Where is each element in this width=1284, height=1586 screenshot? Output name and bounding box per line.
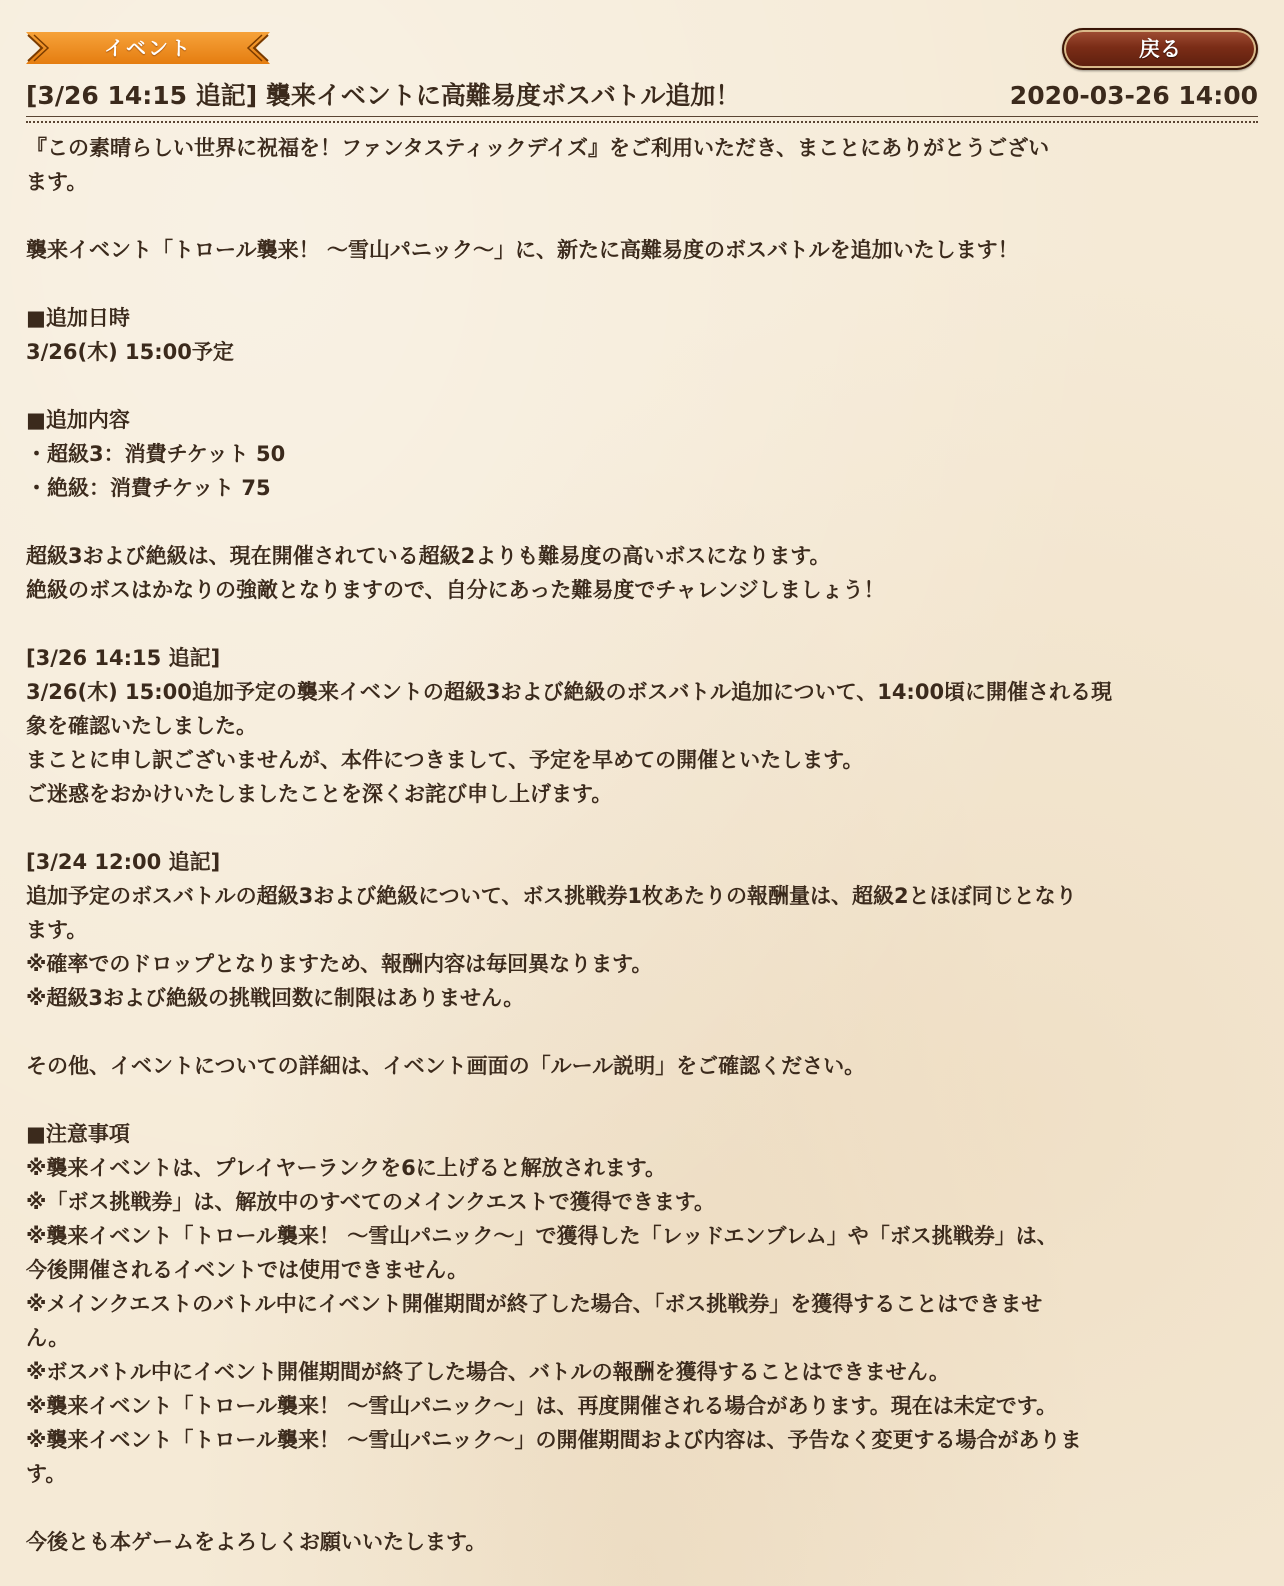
- blank-line: [26, 1015, 1266, 1049]
- body-line: ※ボスバトル中にイベント開催期間が終了した場合、バトルの報酬を獲得することはできません。: [26, 1360, 950, 1384]
- body-line: ※襲来イベント「トロール襲来！ ～雪山パニック～」は、再度開催される場合があります。現在は未定です。: [26, 1394, 1058, 1418]
- body-line: 襲来イベント「トロール襲来！ ～雪山パニック～」に、新たに高難易度のボスバトルを追加いたします！: [26, 238, 1019, 262]
- blank-line: [26, 267, 1266, 301]
- body-line: ・絶級：消費チケット 75: [26, 476, 271, 500]
- body-line: 超級3および絶級は、現在開催されている超級2よりも難易度の高いボスになります。: [26, 544, 831, 568]
- body-line: ※襲来イベント「トロール襲来！ ～雪山パニック～」の開催期間および内容は、予告なく変更する場合がありま: [26, 1428, 1082, 1452]
- body-line: 『この素晴らしい世界に祝福を！ファンタスティックデイズ』をご利用いただき、まことにありがとうござい: [26, 136, 1050, 160]
- body-line: ■追加内容: [26, 408, 130, 432]
- body-line: ■追加日時: [26, 306, 130, 330]
- news-date: 2020-03-26 14:00: [1009, 81, 1258, 110]
- body-line: ※「ボス挑戦券」は、解放中のすべてのメインクエストで獲得できます。: [26, 1190, 716, 1214]
- blank-line: [26, 1083, 1266, 1117]
- blank-line: [26, 1491, 1266, 1525]
- body-line: す。: [26, 1462, 67, 1486]
- blank-line: [26, 369, 1266, 403]
- news-title: [3/26 14:15 追記] 襲来イベントに高難易度ボスバトル追加！: [26, 81, 741, 110]
- body-line: 今後とも本ゲームをよろしくお願いいたします。: [26, 1530, 487, 1554]
- blank-line: [26, 199, 1266, 233]
- body-line: ん。: [26, 1326, 70, 1350]
- blank-line: [26, 607, 1266, 641]
- blank-line: [26, 811, 1266, 845]
- category-label: イベント: [104, 36, 192, 60]
- body-line: 3/26(木) 15:00追加予定の襲来イベントの超級3および絶級のボスバトル追加について、14:00頃に開催される現: [26, 680, 1113, 704]
- news-header: [26, 76, 1258, 116]
- body-line: ・超級3：消費チケット 50: [26, 442, 286, 466]
- body-line: まことに申し訳ございませんが、本件につきまして、予定を早めての開催といたします。: [26, 748, 864, 772]
- body-line: 3/26(木) 15:00予定: [26, 340, 234, 364]
- body-line: ます。: [26, 170, 88, 194]
- header-divider: [26, 116, 1258, 123]
- body-line: ■注意事項: [26, 1122, 130, 1146]
- body-line: ※襲来イベント「トロール襲来！ ～雪山パニック～」で獲得した「レッドエンブレム」や「ボス挑戦券」は、: [26, 1224, 1058, 1248]
- body-line: 今後開催されるイベントでは使用できません。: [26, 1258, 469, 1282]
- body-line: 追加予定のボスバトルの超級3および絶級について、ボス挑戦券1枚あたりの報酬量は、超級2とほぼ同じとなり: [26, 884, 1077, 908]
- category-ribbon: [26, 32, 270, 64]
- body-line: [3/24 12:00 追記]: [26, 850, 221, 874]
- body-line: ※超級3および絶級の挑戦回数に制限はありません。: [26, 986, 525, 1010]
- blank-line: [26, 505, 1266, 539]
- body-line: ※襲来イベントは、プレイヤーランクを6に上げると解放されます。: [26, 1156, 667, 1180]
- body-line: ご迷惑をおかけいたしましたことを深くお詫び申し上げます。: [26, 782, 613, 806]
- body-line: ※確率でのドロップとなりますため、報酬内容は毎回異なります。: [26, 952, 653, 976]
- body-line: [3/26 14:15 追記]: [26, 646, 221, 670]
- body-line: その他、イベントについての詳細は、イベント画面の「ルール説明」をご確認ください。: [26, 1054, 866, 1078]
- body-line: 絶級のボスはかなりの強敵となりますので、自分にあった難易度でチャレンジしましょう！: [26, 578, 885, 602]
- news-body: [26, 131, 1266, 1559]
- body-line: 象を確認いたしました。: [26, 714, 257, 738]
- body-line: ます。: [26, 918, 88, 942]
- back-button[interactable]: 戻る: [1062, 28, 1258, 70]
- body-line: ※メインクエストのバトル中にイベント開催期間が終了した場合、「ボス挑戦券」を獲得することはできませ: [26, 1292, 1043, 1316]
